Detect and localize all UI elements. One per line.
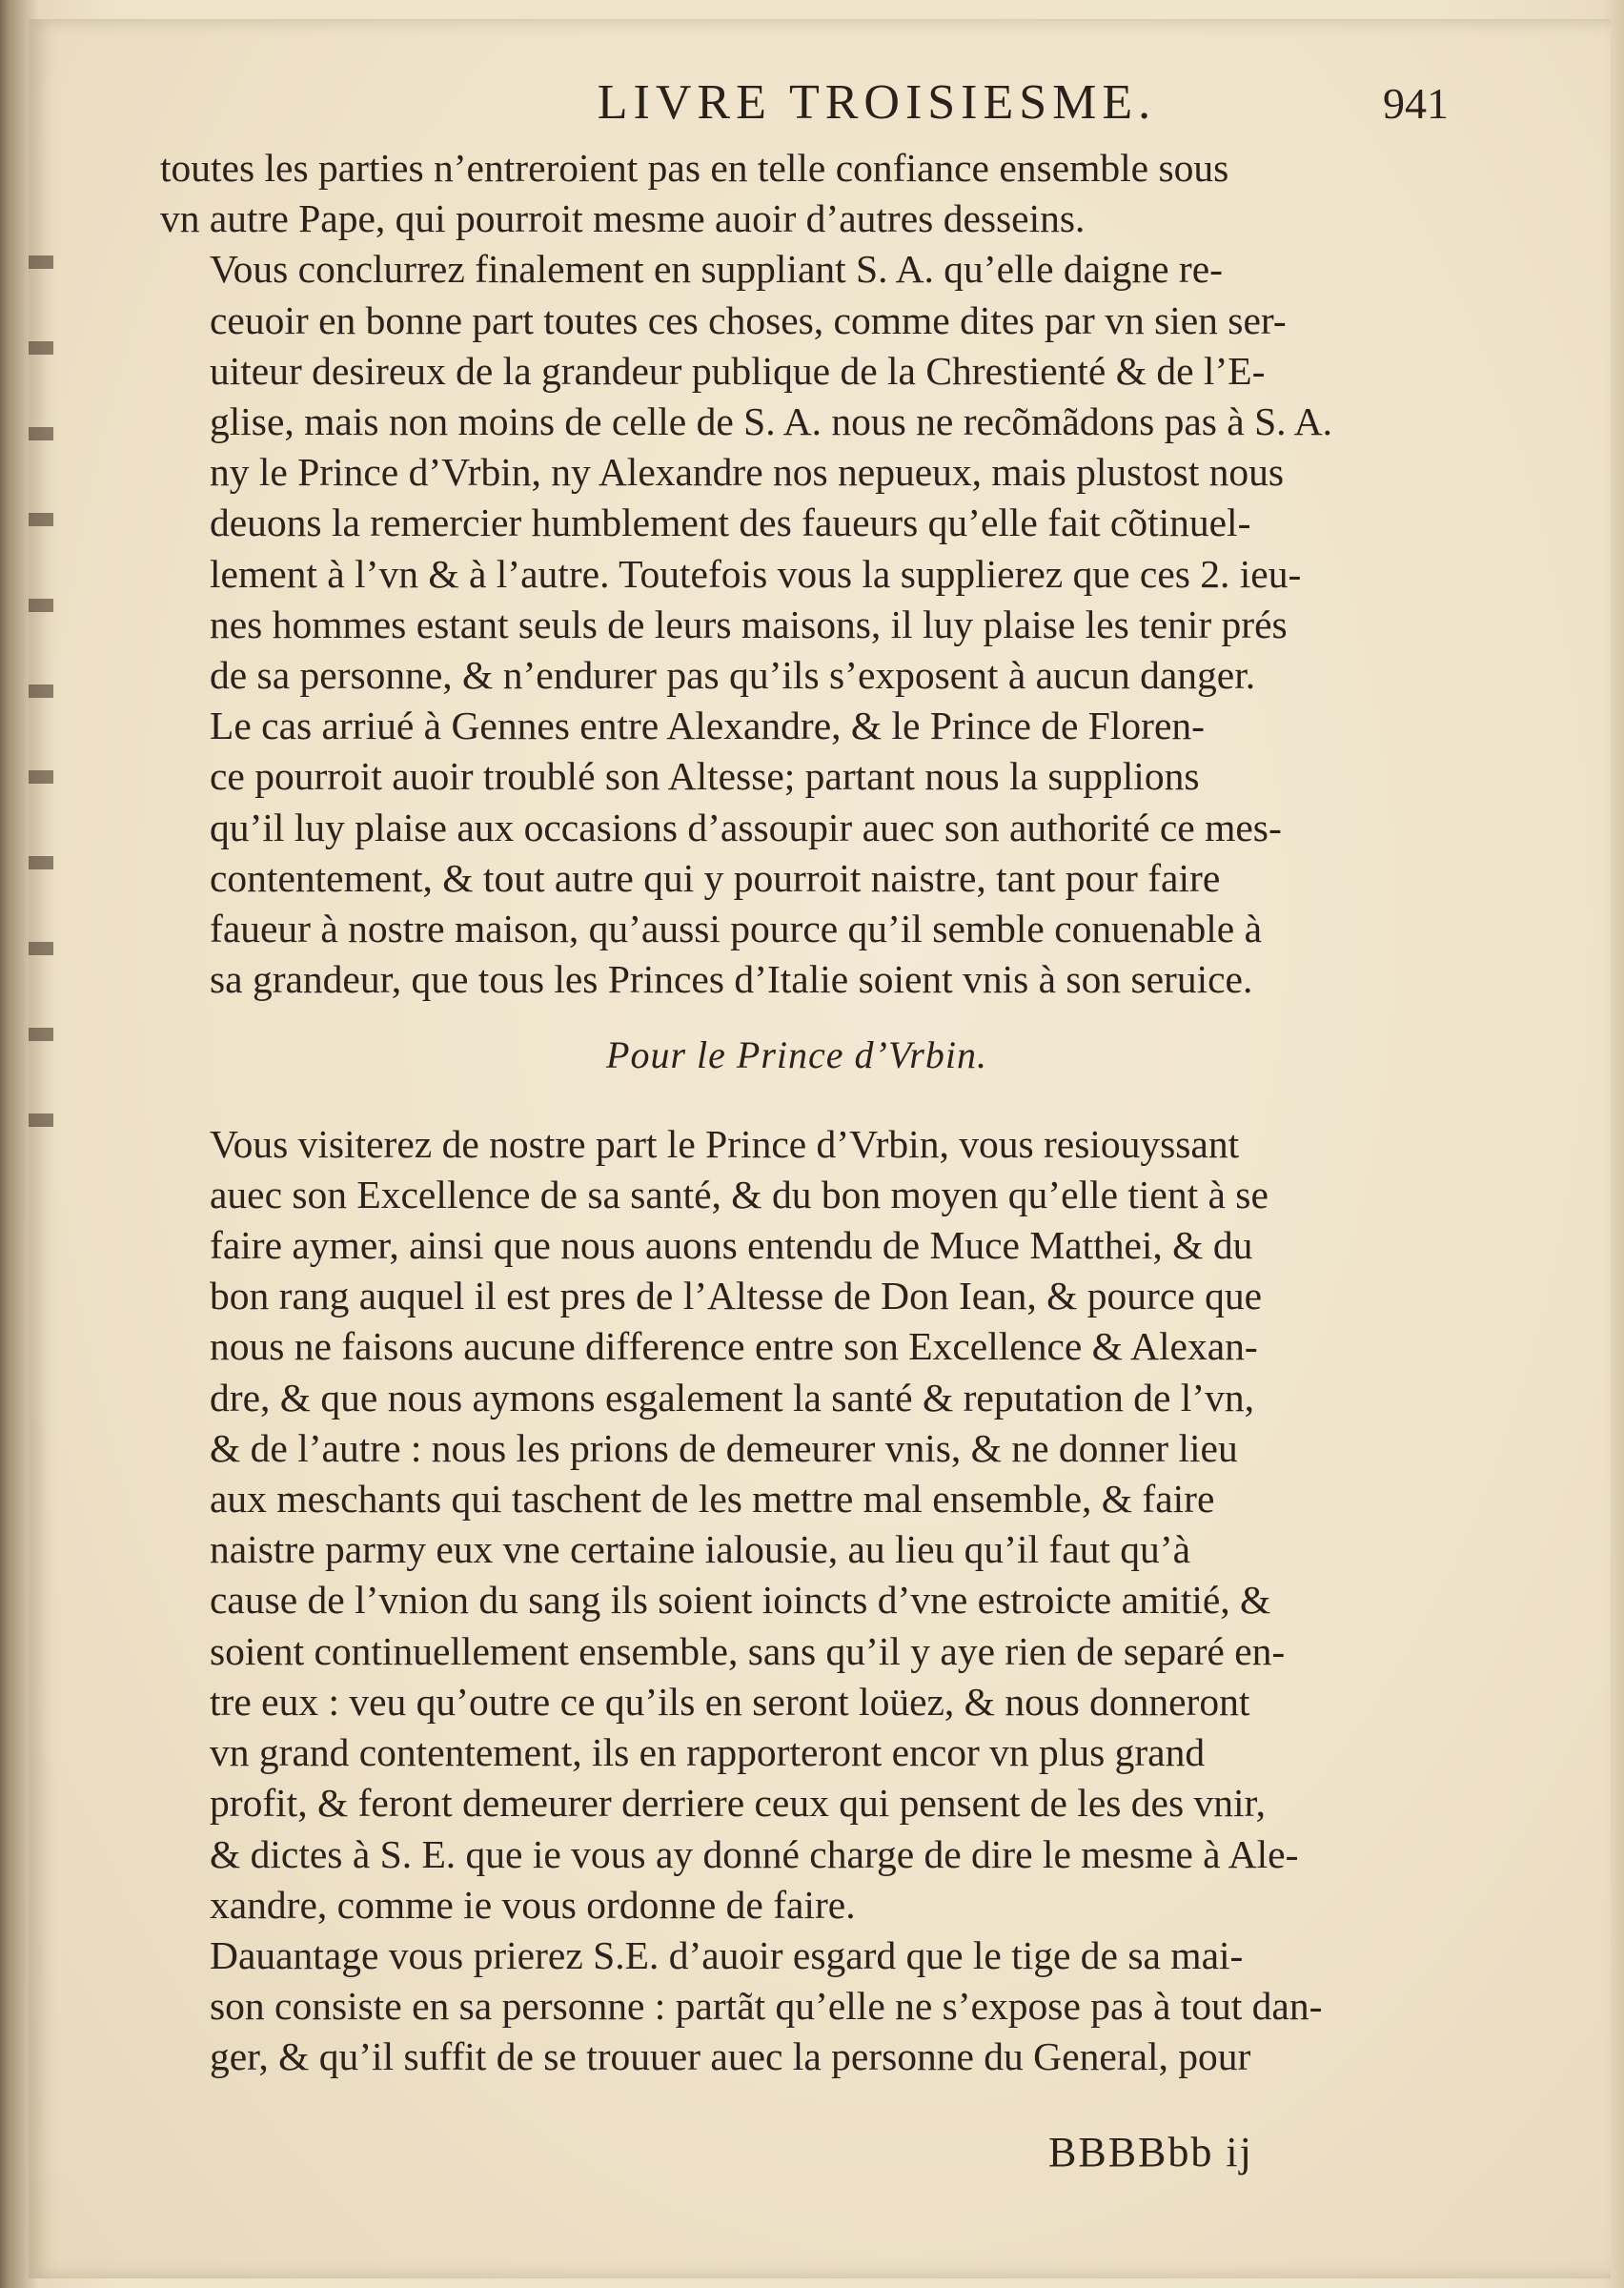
paragraph-gennes [160,701,1433,1005]
text-line: vn grand contentement, ils en rapporteront encor vn plus grand [210,1730,1206,1775]
text-line: & de l’autre : nous les prions de demeurer vnis, & ne donner lieu [210,1425,1238,1470]
text-line: faueur à nostre maison, qu’aussi pource qu’il semble conuenable à [210,907,1262,951]
text-line: de sa personne, & n’endurer pas qu’ils s’exposent à aucun danger. [210,653,1256,698]
page-header [162,74,1449,141]
text-line: ny le Prince d’Vrbin, ny Alexandre nos nepueux, mais plustost nous [210,450,1285,495]
text-line: auec son Excellence de sa santé, & du bon moyen qu’elle tient à se [210,1172,1269,1216]
paragraph-dauantage [160,1930,1433,2083]
text-line: aux meschants qui taschent de les mettre mal ensemble, & faire [210,1477,1215,1522]
text-line: Dauantage vous prierez S.E. d’auoir esgard que le tige de sa mai- [210,1932,1244,1977]
page-number: 941 [1383,79,1449,128]
text-line: xandre, comme ie vous ordonne de faire. [210,1882,856,1927]
body-text [160,143,1433,2083]
text-line: nous ne faisons aucune difference entre son Excellence & Alexan- [210,1324,1258,1369]
text-line: Le cas arriué à Gennes entre Alexandre, & le Prince de Floren- [210,704,1205,748]
text-line: dre, & que nous aymons esgalement la santé & reputation de l’vn, [210,1375,1255,1420]
text-line: ce pourroit auoir troublé son Altesse; partant nous la supplions [210,754,1200,799]
text-line: soient continuellement ensemble, sans qu’il y aye rien de separé en- [210,1628,1286,1673]
text-line: ceuoir en bonne part toutes ces choses, comme dites par vn sien ser- [210,297,1287,342]
paragraph-urbino [160,1119,1433,1930]
running-head: LIVRE TROISIESME. [597,75,1157,130]
text-line: glise, mais non moins de celle de S. A. nous ne recõmãdons pas à S. A. [210,399,1332,444]
text-line: naistre parmy eux vne certaine ialousie, au lieu qu’il faut qu’à [210,1527,1191,1572]
text-line: son consiste en sa personne : partãt qu’elle ne s’expose pas à tout dan- [210,1984,1323,2029]
binding-gutter [29,210,53,1163]
text-line: ger, & qu’il suffit de se trouuer auec la personne du General, pour [210,2034,1251,2079]
text-line: toutes les parties n’entreroient pas en telle confiance ensemble sous [160,146,1229,190]
text-line: Vous conclurrez finalement en suppliant S. A. qu’elle daigne re- [210,247,1223,292]
text-line: sa grandeur, que tous les Princes d’Italie soient vnis à son seruice. [210,957,1253,1002]
text-line: faire aymer, ainsi que nous auons entendu de Muce Matthei, & du [210,1223,1253,1268]
text-line: tre eux : veu qu’outre ce qu’ils en seront loüez, & nous donneront [210,1679,1250,1724]
paragraph-continued [160,143,1433,244]
text-line: profit, & feront demeurer derriere ceux qui pensent de les des vnir, [210,1781,1267,1826]
text-line: cause de l’vnion du sang ils soient ioincts d’vne estroicte amitié, & [210,1578,1271,1623]
text-line: & dictes à S. E. que ie vous ay donné charge de dire le mesme à Ale- [210,1831,1299,1876]
text-line: uiteur desireux de la grandeur publique de la Chrestienté & de l’E- [210,348,1266,393]
text-line: qu’il luy plaise aux occasions d’assoupir auec son authorité ce mes- [210,805,1282,849]
text-line: deuons la remercier humblement des faueurs qu’elle fait cõtinuel- [210,500,1251,545]
text-line: contentement, & tout autre qui y pourroit naistre, tant pour faire [210,855,1221,900]
paragraph-conclusion [160,244,1433,701]
text-line: Vous visiterez de nostre part le Prince d’Vrbin, vous resiouyssant [210,1121,1240,1166]
text-line: nes hommes estant seuls de leurs maisons, il luy plaise les tenir prés [210,602,1288,646]
signature-mark: BBBBbb ij [1048,2129,1253,2176]
text-line: vn autre Pape, qui pourroit mesme auoir d’autres desseins. [160,196,1086,241]
text-line: bon rang auquel il est pres de l’Altesse de Don Iean, & pource que [210,1274,1263,1318]
section-heading: Pour le Prince d’Vrbin. [606,1033,987,1077]
text-line: lement à l’vn & à l’autre. Toutefois vous la supplierez que ces 2. ieu- [210,551,1302,596]
